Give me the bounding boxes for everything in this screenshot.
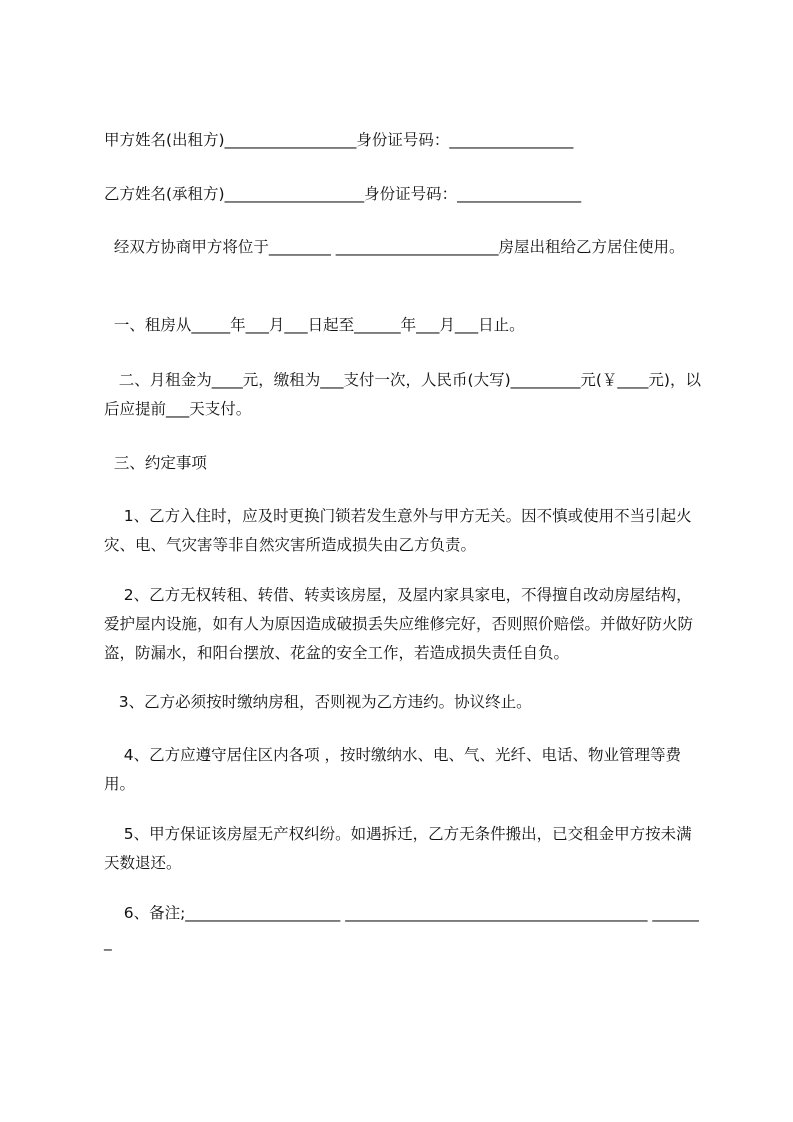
clause-1: 1、乙方入住时，应及时更换门锁若发生意外与甲方无关。因不慎或使用不当引起火灾、电、气灾害等非自然灾害所造成损失由乙方负责。 xyxy=(104,507,692,554)
terms-heading: 三、约定事项 xyxy=(104,454,207,472)
lease-term-clause: 一、租房从_____年___月___日起至______年___月___日止。 xyxy=(104,316,525,334)
intro-paragraph: 经双方协商甲方将位于________ _____________________房屋出租给乙方居住使用。 xyxy=(104,238,685,256)
clause-5: 5、甲方保证该房屋无产权纠纷。如遇拆迁，乙方无条件搬出，已交租金甲方按未满天数退还。 xyxy=(104,825,692,872)
rent-clause: 二、月租金为____元，缴租为___支付一次，人民币(大写)_________元(￥____元)，以后应提前___天支付。 xyxy=(104,371,701,418)
clause-2: 2、乙方无权转租、转借、转卖该房屋，及屋内家具家电，不得擅自改动房屋结构，爱护屋内设施，如有人为原因造成破损丢失应维修完好，否则照价赔偿。并做好防火防盗，防漏水，和阳台摆放、花盆的安全工作，若造成损失责任自负。 xyxy=(104,586,694,662)
clause-6-remarks: 6、备注;____________________ _______________________________________ ______ _ xyxy=(104,904,704,951)
clause-4: 4、乙方应遵守居住区内各项 ，按时缴纳水、电、气、光纤、电话、物业管理等费用。 xyxy=(104,746,682,793)
lessee-info-line: 乙方姓名(承租方)__________________身份证号码：________________ xyxy=(104,185,582,203)
clause-3: 3、乙方必须按时缴纳房租，否则视为乙方违约。协议终止。 xyxy=(104,693,532,711)
lessor-info-line: 甲方姓名(出租方)_________________身份证号码：________________ xyxy=(104,131,574,149)
